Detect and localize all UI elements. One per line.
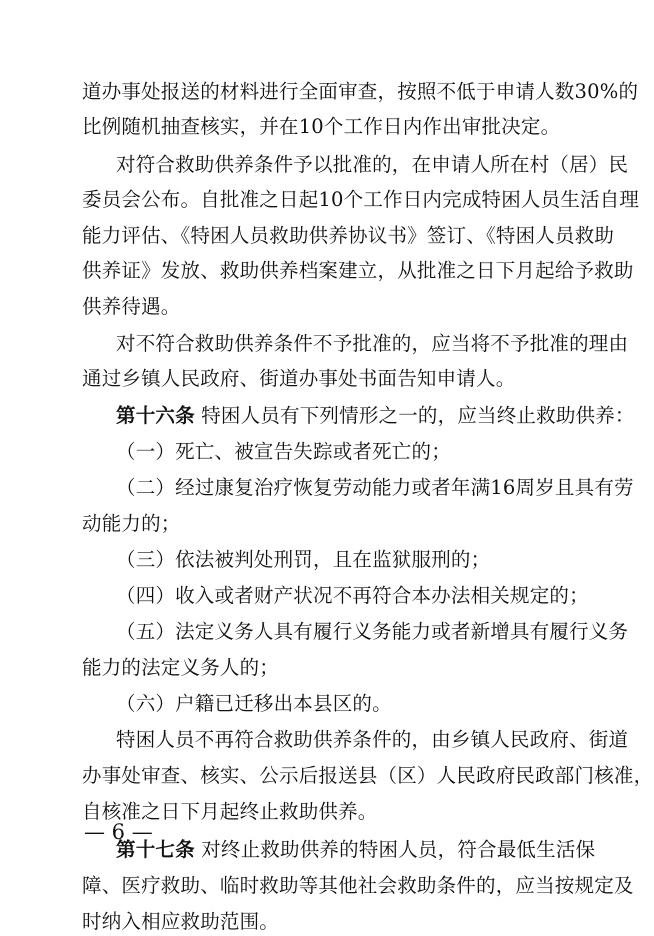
paragraph-line: 对符合救助供养条件予以批准的，在申请人所在村（居）民 [116, 153, 629, 176]
paragraph-line: 办事处审查、核实、公示后报送县（区）人民政府民政部门核准， [82, 764, 654, 787]
article-16-text: 特困人员有下列情形之一的，应当终止救助供养： [201, 404, 635, 427]
paragraph-line: 供养证》发放、救助供养档案建立，从批准之日下月起给予救助 [82, 259, 634, 282]
article-16-label: 第十六条 [116, 404, 195, 427]
article-17-label: 第十七条 [116, 838, 195, 861]
paragraph-line: 委员会公布。自批准之日起10个工作日内完成特困人员生活自理 [82, 188, 640, 211]
list-item: （二）经过康复治疗恢复劳动能力或者年满16周岁且具有劳 [116, 476, 634, 499]
list-item-continuation: 动能力的； [82, 512, 181, 535]
paragraph-line: 障、医疗救助、临时救助等其他社会救助条件的，应当按规定及 [82, 874, 634, 897]
list-item: （一）死亡、被宣告失踪或者死亡的； [116, 440, 451, 463]
article-16-heading-line [116, 402, 635, 430]
list-item: （六）户籍已迁移出本县区的。 [116, 692, 392, 715]
paragraph-line: 时纳入相应救助范围。 [82, 910, 280, 933]
paragraph-line: 通过乡镇人民政府、街道办事处书面告知申请人。 [82, 367, 516, 390]
article-17-heading-line [116, 836, 616, 864]
list-item: （三）依法被判处刑罚，且在监狱服刑的； [116, 548, 491, 571]
paragraph-line: 能力评估、《特困人员救助供养协议书》签订、《特困人员救助 [82, 224, 615, 247]
paragraph-line: 特困人员不再符合救助供养条件的，由乡镇人民政府、街道 [116, 728, 629, 751]
article-17-text: 对终止救助供养的特困人员，符合最低生活保 [201, 838, 596, 861]
list-item-continuation: 能力的法定义务人的； [82, 656, 280, 679]
page-number: — 6 — [84, 820, 153, 844]
paragraph-line: 供养待遇。 [82, 295, 181, 318]
list-item: （五）法定义务人具有履行义务能力或者新增具有履行义务 [116, 620, 629, 643]
paragraph-line: 自核准之日下月起终止救助供养。 [82, 800, 378, 823]
paragraph-line: 比例随机抽查核实，并在10个工作日内作出审批决定。 [82, 115, 561, 138]
paragraph-line: 道办事处报送的材料进行全面审查，按照不低于申请人数30%的 [82, 80, 639, 103]
list-item: （四）收入或者财产状况不再符合本办法相关规定的； [116, 584, 589, 607]
paragraph-line: 对不符合救助供养条件不予批准的，应当将不予批准的理由 [116, 332, 629, 355]
